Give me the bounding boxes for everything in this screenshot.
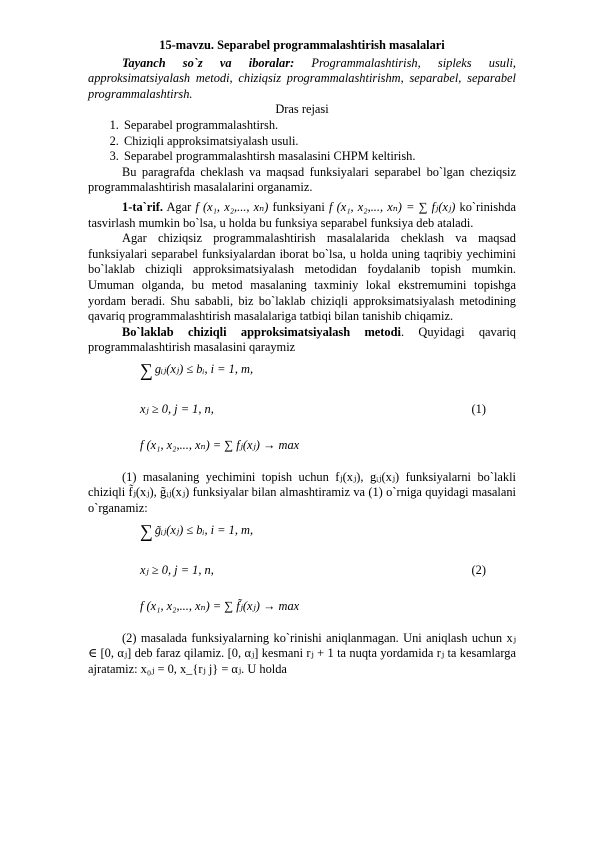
plan-item: 3. Separabel programmalashtirsh masalasini CHPM keltirish. [122,149,516,165]
constraint-text: gᵢⱼ(xⱼ) ≤ bᵢ, i = 1, m, [154,361,254,376]
plan-list [88,118,516,165]
objective-row: f (x₁, x₂,..., xₙ) = ∑ fⱼ(xⱼ) → max [140,437,300,452]
objective-row: f (x₁, x₂,..., xₙ) = ∑ f̃ⱼ(xⱼ) → max [140,598,300,613]
intro-paragraph: Bu paragrafda cheklash va maqsad funksiyalari separabel bo`lgan cheziqsiz programmalashtirish masalalarini organamiz. [88,164,516,195]
paragraph-replacement: (1) masalaning yechimini topish uchun fⱼ(xⱼ), gᵢⱼ(xⱼ) funksiyalarni bo`lakli chiziqli f̃ⱼ(xⱼ), g̃ᵢⱼ(xⱼ) funksiyalar bilan almashtiramiz va (1) o`rniga quyidagi masalani o`rganamiz: [88,469,516,516]
definition-label: 1-ta`rif. [122,199,163,214]
definition-formula: f (x₁, x₂,..., xₙ) = ∑ fⱼ(xⱼ) [328,199,456,214]
sum-symbol: ∑ [140,520,153,541]
method-paragraph [88,325,516,356]
definition-function: f (x₁, x₂,..., xₙ) [195,199,269,214]
nonnegativity-row: xⱼ ≥ 0, j = 1, n, [140,562,214,577]
definition-part2: funksiyani [272,199,325,214]
definition-part1: Agar [166,199,192,214]
definition-part3: ko`rinishda tasvirlash mumkin bo`lsa, u holda bu funksiya separabel funksiya deb ataladi. [88,199,516,230]
equation-number: (1) [471,401,486,416]
plan-title: Dras rejasi [275,102,329,117]
problem-1-system [88,358,516,466]
document-page [88,32,516,677]
plan-item: 2. Chiziqli approksimatsiyalash usuli. [122,134,516,150]
page-title: 15-mavzu. Separabel programmalashtirish masalalari [159,38,445,52]
paragraph-approximation: Agar chiziqsiz programmalashtirish masalalarida cheklash va maqsad funksiyalari separabel funksiyalardan iborat bo`lsa, u holda uning taqribiy yechimini bo`laklab chiziqli approksimatsiyalash metodidan foydalanib topish mumkin. Umuman olganda, bu metod masalaning taxminiy lokal ekstremumini topishga yordam beradi. Shu sababli, biz bo`laklab chiziqli approksimatsiyalash metodining qavariq programmalashtirish masalalariga tatbiqi bilan tanishib chiqamiz. [88,231,516,324]
problem-2-system [88,519,516,627]
definition-paragraph [88,200,516,231]
plan-item: 1. Separabel programmalashtirsh. [122,118,516,134]
method-text: . Quyidagi qavariq programmalashtirish masalasini qaraymiz [88,324,517,355]
keywords-paragraph [88,56,516,103]
paragraph-definition-intervals: (2) masalada funksiyalarning ko`rinishi aniqlanmagan. Uni aniqlash uchun xⱼ ∈ [0, αⱼ] deb faraz qilamiz. [0, αⱼ] kesmani rⱼ + 1 ta nuqta yordamida rⱼ ta kesamlarga ajratamiz: x₀ⱼ = 0, x_{rⱼ j} = αⱼ. U holda [88,630,516,676]
nonnegativity-row: xⱼ ≥ 0, j = 1, n, [140,401,214,416]
keywords-text: Programmalashtirish, sipleks usuli, approksimatsiyalash metodi, chiziqsiz programmalashtirishm, separabel, separabel programmalashtirsh. [88,55,516,101]
constraint-text: g̃ᵢⱼ(xⱼ) ≤ bᵢ, i = 1, m, [154,522,254,537]
sum-symbol: ∑ [140,360,153,381]
constraint-row [140,520,254,541]
equation-number: (2) [471,562,486,577]
method-label: Bo`laklab chiziqli approksimatsiyalash metodi [122,324,401,339]
keywords-label: Tayanch so`z va iboralar: [122,55,295,70]
constraint-row [140,360,254,381]
